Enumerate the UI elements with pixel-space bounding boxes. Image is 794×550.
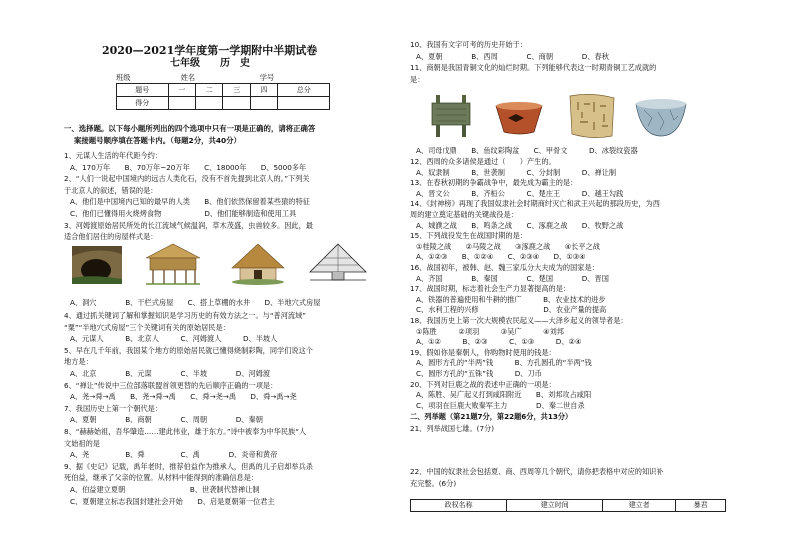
score-cell: 三	[223, 84, 250, 97]
stilt-house-image	[142, 242, 204, 286]
answer-options: A、170万年 B、70万年~20万年 C、18000年 D、5000多年	[70, 162, 307, 172]
question-text: 10、我国有文字可考的历史开始于：	[410, 40, 527, 49]
answer-options: A、铁器的普遍使用和牛耕的推广 B、农业技术的进步	[416, 294, 606, 304]
table-header-cell: 建立者	[603, 500, 676, 512]
answer-options: C、水利工程的兴修 D、农业产量的提高	[416, 305, 607, 315]
answer-options: A、①②③ B、①②④ C、②③④ D、①③④	[416, 252, 586, 262]
question-text: 18、我国历史上第一次大规模农民起义——大泽乡起义的领导者是：	[410, 316, 628, 325]
answer-options: A、齐国 B、秦国 C、楚国 D、晋国	[416, 273, 609, 283]
answer-options: A、尧 B、舜 C、禹 D、炎帝和黄帝	[70, 450, 278, 460]
answer-options: A、元谋人 B、北京人 C、河姆渡人 D、半坡人	[70, 334, 278, 344]
answer-options: ①陈胜 ②项羽 ③吴广 ④刘邦	[416, 326, 564, 336]
question-text: 文始祖的是	[64, 438, 100, 448]
semi-underground-house-image	[308, 242, 368, 286]
score-cell: 四	[250, 84, 277, 97]
question-text: 3、河姆渡原始居民所处的长江流域气候温润，草木茂盛，虫兽较多。因此，最	[64, 220, 313, 230]
question-text: 5、早在几千年前，我国某个地方的原始居民就已懂得烧制彩陶，同学们说这个	[64, 345, 313, 355]
q3-options: A、洞穴 B、干栏式房屋 C、搭上草棚的水井 D、半地穴式房屋	[70, 298, 321, 307]
simuwu-ding-image	[426, 93, 476, 139]
cave-image	[72, 246, 122, 284]
answer-options: A、圆形方孔的“半两”钱 B、方孔圆孔的“半两”钱	[416, 358, 592, 368]
section-heading-1: 一、选择题。以下每小题所列出的四个选项中只有一项是正确的，请将正确答	[64, 124, 316, 133]
question-text: 地方是：	[64, 357, 93, 367]
score-cell	[278, 97, 330, 110]
question-text: 15、下列战役发生在战国时期的是：	[410, 231, 527, 241]
question-text: 8、“赫赫始祖，吾华肇造……建此伟业，雄于东方。”诗中被奉为中华民族“人	[64, 427, 307, 436]
question-21: 21、列举战国七雄。(7分)	[410, 424, 495, 433]
question-text: 适合他们居住的房屋样式是：	[64, 232, 158, 242]
question-text: “粟”“半地穴式房屋”三个关键词有关的原始居民是：	[64, 322, 230, 332]
question-text: 14、《封神榜》再现了我国奴隶社会时期商纣灭亡和武王兴起的那段历史，为西	[410, 199, 660, 209]
score-table-header-row	[117, 84, 330, 97]
question-text: 11、商朝是我国青铜文化的灿烂时期。下列能够代表这一时期青铜工艺成就的	[410, 63, 657, 73]
question-text: 12、西周的众多诸侯是通过（ ）产生的。	[410, 157, 556, 166]
exam-subtitle: 七年级 历 史	[170, 58, 250, 69]
answer-options: A、尧→舜→禹 B、尧→舜→禹 C、舜→尧→禹 D、舜→禹→尧	[70, 392, 297, 402]
score-cell: 得分	[117, 97, 169, 110]
answer-options: A、晋文公 B、齐桓公 C、楚庄王 D、越王勾践	[416, 188, 624, 198]
score-cell: 题号	[117, 84, 169, 97]
question-text: 19、假如你是秦朝人，你购物时使用的钱是：	[410, 347, 556, 357]
answer-options: C、夏朝建立标志我国封建社会开始 D、启是夏朝第一位君主	[70, 496, 275, 506]
question-text: 7、我国历史上第一个朝代是：	[64, 403, 163, 413]
score-table-score-row	[117, 97, 330, 110]
answer-options: A、陈胜、吴广起义打到咸阳附近 B、刘邦攻占咸阳	[416, 390, 592, 400]
answer-options: A、奴隶制 B、世袭制 C、分封制 D、禅让制	[416, 167, 617, 177]
table-header-cell: 建立时间	[507, 500, 603, 512]
crackle-porcelain-image	[634, 96, 688, 138]
section-heading-2: 案接题号顺序填在答题卡内。（每题2分，共40分）	[74, 136, 241, 145]
answer-options: A、城濮之战 B、鸣条之战 C、涿鹿之战 D、牧野之战	[416, 220, 624, 230]
exam-title: 2020—2021学年度第一学期附中半期试卷	[102, 44, 318, 57]
question-text: 于北京人的叙述，错误的是：	[64, 185, 158, 195]
oracle-bone-image	[564, 92, 620, 140]
answer-options: ①桂陵之战 ②马陵之战 ③涿鹿之战 ④长平之战	[416, 241, 600, 251]
question-text: 死伯益，继承了父亲的位置。从材料中能得到的准确信息是：	[64, 473, 259, 483]
question-text: 16、战国初年，被韩、赵、魏三家瓜分大夫成为的国家是：	[410, 263, 599, 272]
question-text: 2、“人们一说起中国境内的远古人类化石，没有不首先提到北京人的。”下列关	[64, 174, 310, 184]
answer-options: C、圆形方孔的“五铢”钱 D、刀币	[416, 369, 542, 378]
question-text: 是：	[410, 74, 425, 84]
answer-options: A、夏朝 B、商朝 C、周朝 D、秦朝	[70, 415, 263, 425]
question-text: 6、“禅让”传说中三位部落联盟首领更替的先后顺序正确的一项是：	[64, 380, 278, 390]
section-heading-list: 二、列举题（第21题7分，第22题6分，共13分）	[410, 412, 573, 421]
score-cell	[250, 97, 277, 110]
question-text: 9、据《史记》记载，禹年老时，推荐伯益作为推承人，但禹的儿子启却举兵杀	[64, 461, 313, 471]
dynasty-table-header-row	[411, 500, 726, 512]
score-table	[116, 83, 330, 110]
answer-options: A、北京 B、元谋 C、半坡 D、河姆渡	[70, 369, 271, 378]
student-info-line: 班级 姓名 学号	[116, 73, 275, 82]
question-text: 1、元谋人生活的年代距今约：	[64, 151, 163, 160]
table-header-cell: 政权名称	[411, 500, 507, 512]
question-text: 周的建立奠定基础的关键战役是：	[410, 210, 518, 219]
fish-pottery-basin-image	[494, 100, 544, 136]
question-text: 13、在春秋初期的争霸战争中，最先成为霸主的是：	[410, 178, 578, 188]
q11-options: A、司母戊鼎 B、鱼纹彩陶盆 C、甲骨文 D、冰裂纹瓷器	[416, 146, 638, 155]
answer-options: A、伯益建立夏朝 B、世袭制代替禅让制	[70, 485, 260, 494]
score-cell	[223, 97, 250, 110]
table-header-cell: 暴君	[676, 500, 726, 512]
score-cell: 一	[168, 84, 195, 97]
answer-options: C、项羽在巨鹿大败秦军主力 D、秦二世自杀	[416, 400, 585, 410]
answer-options: A、夏朝 B、西周 C、商朝 D、春秋	[416, 51, 609, 61]
question-text: 17、战国时期，标志着社会生产力显著提高的是：	[410, 284, 571, 294]
score-cell	[168, 97, 195, 110]
score-cell: 二	[196, 84, 223, 97]
question-text: 4、通过抓关键词了解和掌握知识是学习历史的有效方法之一。与“普河流域”	[64, 311, 307, 320]
score-cell: 总分	[278, 84, 330, 97]
score-cell	[196, 97, 223, 110]
thatched-hut-image	[230, 242, 286, 286]
dynasty-table	[410, 499, 726, 512]
question-22-line1: 22、中国的奴隶社会包括夏、商、西周等几个朝代，请你把表格中对应的知识补	[410, 467, 664, 476]
question-22-line2: 充完整。(6分)	[410, 479, 457, 488]
answer-options: A、他们是中国境内已知的最早的人类 B、他们依然保留着某些猿的特征	[70, 197, 310, 207]
answer-options: C、他们已懂得用火烧烤食物 D、他们能够制造和使用工具	[70, 209, 297, 218]
answer-options: A、①② B、②③ C、①③ D、②④	[416, 337, 582, 347]
question-text: 20、下列对巨鹿之战的表述中正确的一项是：	[410, 379, 556, 389]
